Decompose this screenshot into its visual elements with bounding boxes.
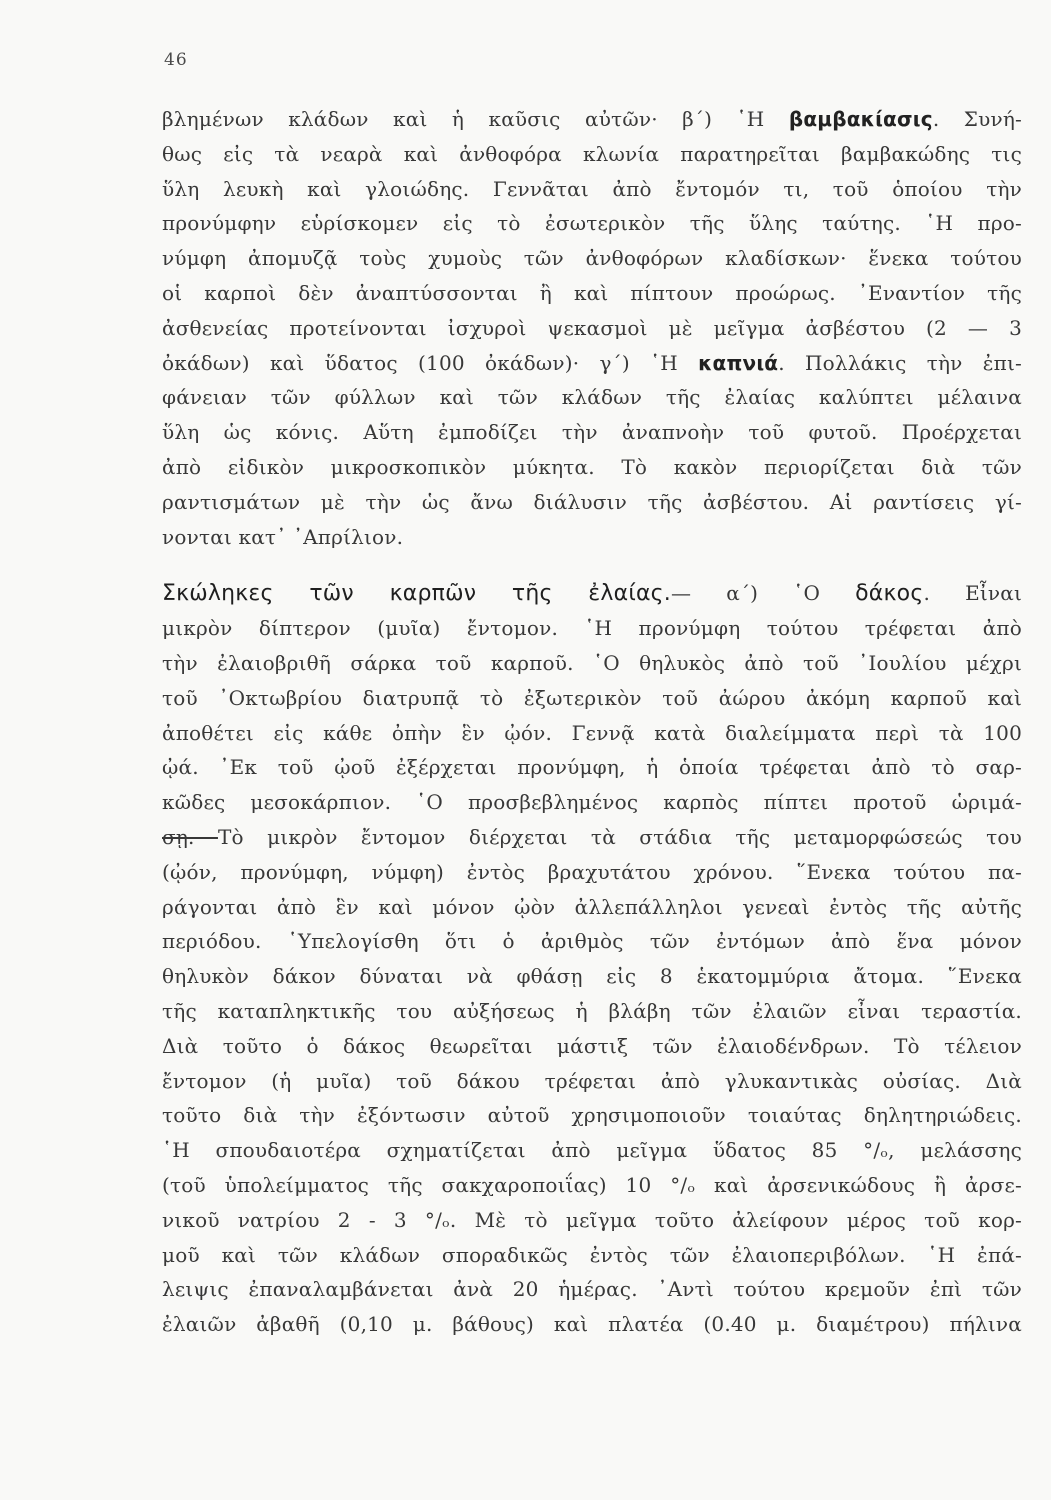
text-line: κῶδες μεσοκάρπιον. ῾Ο προσβεβλημένος καρπὸς πίπτει προτοῦ ὡριμά- — [162, 790, 1022, 815]
section-heading: Σκώληκες τῶν καρπῶν τῆς ἐλαίας. — [162, 581, 671, 607]
text-line — [162, 820, 1022, 855]
body-text — [162, 102, 1022, 1342]
text-fragment: Τὸ μικρὸν ἔντομον διέρχεται τὰ στάδια τῆς μεταμορφώσεώς του — [217, 824, 1022, 849]
text-line: τοῦ ᾿Οκτωβρίου διατρυπᾷ τὸ ἐξωτερικὸν τοῦ ἀώρου ἀκόμη καρποῦ καὶ — [162, 685, 1022, 710]
text-line: ἐλαιῶν ἀβαθῆ (0,10 μ. βάθους) καὶ πλατέα (0.40 μ. διαμέτρου) πήλινα — [162, 1312, 1022, 1337]
text-fragment: . Συνή- — [932, 107, 1023, 131]
text-line: ᾠά. ᾿Εκ τοῦ ᾠοῦ ἐξέρχεται προνύμφη, ἡ ὁποία τρέφεται ἀπὸ τὸ σαρ- — [162, 755, 1022, 780]
text-line: τῆς καταπληκτικῆς του αὐξήσεως ἡ βλάβη τῶν ἐλαιῶν εἶναι τεραστία. — [162, 998, 1022, 1023]
term-bambakiasis: βαμβακίασις — [788, 107, 933, 131]
text-line: τοῦτο διὰ τὴν ἐξόντωσιν αὐτοῦ χρησιμοποιοῦν τοιαύτας δηλητηριώδεις. — [162, 1103, 1022, 1128]
text-line: (τοῦ ὑπολείμματος τῆς σακχαροποιΐας) 10 °/ₒ καὶ ἀρσενικώδους ἢ ἀρσε- — [162, 1172, 1022, 1197]
text-line: θηλυκὸν δάκον δύναται νὰ φθάσῃ εἰς 8 ἑκατομμύρια ἄτομα. ῞Ενεκα — [162, 964, 1022, 989]
text-line: περιόδου. ῾Υπελογίσθη ὅτι ὁ ἀριθμὸς τῶν ἐντόμων ἀπὸ ἕνα μόνον — [162, 929, 1022, 954]
text-line: ῾Η σπουδαιοτέρα σχηματίζεται ἀπὸ μεῖγμα ὕδατος 85 °/ₒ, μελάσσης — [162, 1138, 1022, 1163]
text-line: ἀποθέτει εἰς κάθε ὀπὴν ἓν ᾠόν. Γεννᾷ κατὰ διαλείμματα περὶ τὰ 100 — [162, 720, 1022, 745]
section-heading-line — [162, 576, 1022, 611]
page-number: 46 — [164, 50, 188, 70]
text-line: νονται κατ᾿ ᾿Απρίλιον. — [162, 524, 404, 549]
text-line: λειψις ἐπαναλαμβάνεται ἀνὰ 20 ἡμέρας. ᾿Αντὶ τούτου κρεμοῦν ἐπὶ τῶν — [162, 1277, 1022, 1302]
text-line: ραντισμάτων μὲ τὴν ὡς ἄνω διάλυσιν τῆς ἀσβέστου. Αἱ ραντίσεις γί- — [162, 489, 1022, 514]
text-line: ἀπὸ εἰδικὸν μικροσκοπικὸν μύκητα. Τὸ κακὸν περιορίζεται διὰ τῶν — [162, 454, 1022, 479]
text-line: Διὰ τοῦτο ὁ δάκος θεωρεῖται μάστιξ τῶν ἐλαιοδένδρων. Τὸ τέλειον — [162, 1033, 1022, 1058]
struck-text: σῃ. — [162, 824, 218, 849]
text-line: οἱ καρποὶ δὲν ἀναπτύσσονται ἢ καὶ πίπτουν προώρως. ᾿Εναντίον τῆς — [162, 280, 1022, 305]
subheading-dakos: δάκος — [855, 581, 924, 607]
text-line: ἔντομον (ἡ μυῖα) τοῦ δάκου τρέφεται ἀπὸ γλυκαντικὰς οὐσίας. Διὰ — [162, 1068, 1022, 1093]
text-line: θως εἰς τὰ νεαρὰ καὶ ἀνθοφόρα κλωνία παρατηρεῖται βαμβακώδης τις — [162, 141, 1022, 166]
text-line — [162, 102, 1022, 137]
text-line: μικρὸν δίπτερον (μυῖα) ἔντομον. ῾Η προνύμφη τούτου τρέφεται ἀπὸ — [162, 616, 1022, 641]
text-line: νύμφη ἀπομυζᾷ τοὺς χυμοὺς τῶν ἀνθοφόρων κλαδίσκων· ἕνεκα τούτου — [162, 246, 1022, 271]
text-line: τὴν ἐλαιοβριθῆ σάρκα τοῦ καρποῦ. ῾Ο θηλυκὸς ἀπὸ τοῦ ᾿Ιουλίου μέχρι — [162, 650, 1022, 675]
text-line: (ᾠόν, προνύμφη, νύμφη) ἐντὸς βραχυτάτου χρόνου. ῞Ενεκα τούτου πα- — [162, 859, 1022, 884]
text-line — [162, 346, 1022, 381]
text-line: νικοῦ νατρίου 2 - 3 °/ₒ. Μὲ τὸ μεῖγμα τοῦτο ἀλείφουν μέρος τοῦ κορ- — [162, 1207, 1022, 1232]
text-fragment: ὀκάδων) καὶ ὕδατος (100 ὀκάδων)· γ΄) ῾Η — [162, 350, 699, 375]
text-line: ἀσθενείας προτείνονται ἰσχυροὶ ψεκασμοὶ μὲ μεῖγμα ἀσβέστου (2 — 3 — [162, 315, 1022, 340]
text-line: ράγονται ἀπὸ ἓν καὶ μόνον ᾠὸν ἀλλεπάλληλοι γενεαὶ ἐντὸς τῆς αὐτῆς — [162, 894, 1022, 919]
text-line: φάνειαν τῶν φύλλων καὶ τῶν κλάδων τῆς ἐλαίας καλύπτει μέλαινα — [162, 385, 1022, 410]
text-line: ὕλη λευκὴ καὶ γλοιώδης. Γεννᾶται ἀπὸ ἔντομόν τι, τοῦ ὁποίου τὴν — [162, 176, 1022, 201]
text-fragment: . Πολλάκις τὴν ἐπι- — [778, 350, 1022, 375]
text-fragment: — α΄) ῾Ο — [670, 581, 856, 606]
term-kapnia: καπνιά — [698, 350, 779, 375]
text-line: προνύμφην εὑρίσκομεν εἰς τὸ ἐσωτερικὸν τῆς ὕλης ταύτης. ῾Η προ- — [162, 211, 1022, 236]
text-fragment: βλημένων κλάδων καὶ ἡ καῦσις αὐτῶν· β΄) ῾Η — [162, 107, 789, 131]
text-line: μοῦ καὶ τῶν κλάδων σποραδικῶς ἐντὸς τῶν ἐλαιοπεριβόλων. ῾Η ἐπά- — [162, 1242, 1022, 1267]
text-line: ὕλη ὡς κόνις. Αὕτη ἐμποδίζει τὴν ἀναπνοὴν τοῦ φυτοῦ. Προέρχεται — [162, 420, 1022, 445]
text-fragment: . Εἶναι — [923, 581, 1023, 606]
